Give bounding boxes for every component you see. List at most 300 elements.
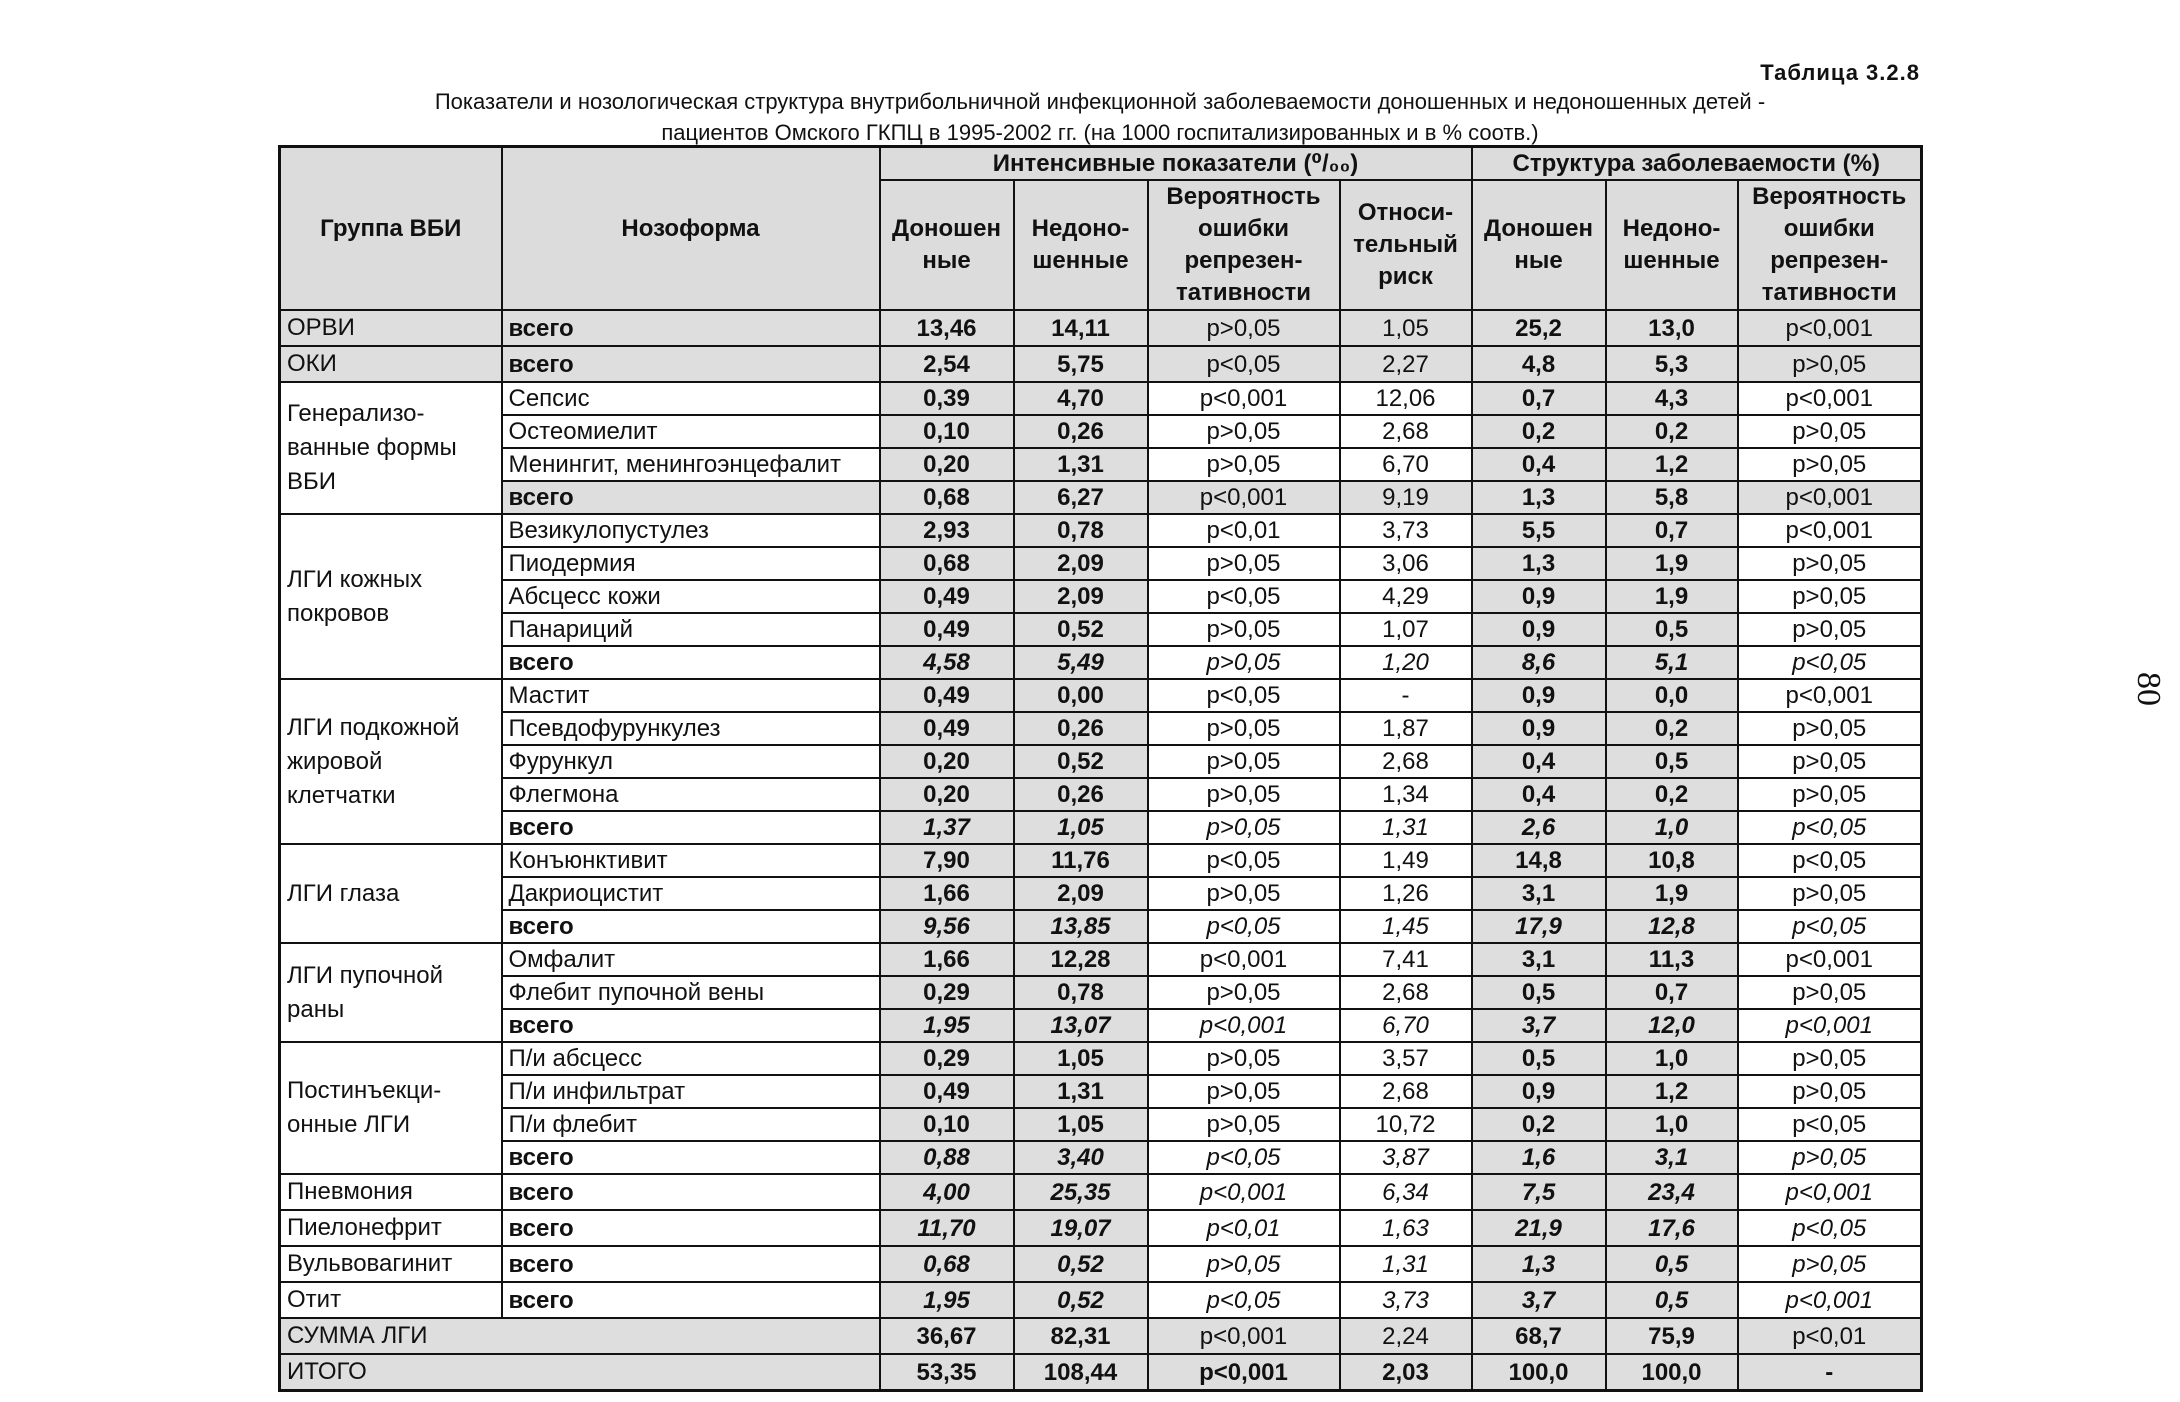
value-cell: 1,0 [1606, 1108, 1738, 1141]
value-cell: 2,68 [1340, 415, 1472, 448]
value-cell: 13,85 [1014, 910, 1148, 943]
table-row [280, 1282, 1922, 1318]
value-cell: 1,05 [1340, 310, 1472, 346]
value-cell: p<0,05 [1738, 646, 1922, 679]
header-preterm: Недоно- шенные [1014, 180, 1148, 310]
value-cell: p>0,05 [1148, 712, 1340, 745]
value-cell: 5,8 [1606, 481, 1738, 514]
value-cell: 0,9 [1472, 1075, 1606, 1108]
nosoform-cell: Мастит [502, 679, 880, 712]
value-cell: 53,35 [880, 1354, 1014, 1391]
value-cell: 5,75 [1014, 346, 1148, 382]
value-cell: 36,67 [880, 1318, 1014, 1354]
value-cell: p>0,05 [1738, 976, 1922, 1009]
table-row [280, 547, 1922, 580]
nosoform-cell: Сепсис [502, 382, 880, 415]
value-cell: p>0,05 [1148, 877, 1340, 910]
value-cell: 11,3 [1606, 943, 1738, 976]
value-cell: 3,40 [1014, 1141, 1148, 1174]
nosoform-cell: П/и инфильтрат [502, 1075, 880, 1108]
header-probability: Вероятность ошибки репрезен- тативности [1148, 180, 1340, 310]
nosoform-cell: всего [502, 1246, 880, 1282]
value-cell: 108,44 [1014, 1354, 1148, 1391]
value-cell: 4,70 [1014, 382, 1148, 415]
value-cell: p<0,05 [1738, 1210, 1922, 1246]
value-cell: 0,29 [880, 1042, 1014, 1075]
value-cell: p<0,05 [1148, 910, 1340, 943]
table-row [280, 1075, 1922, 1108]
value-cell: p<0,001 [1148, 943, 1340, 976]
nosoform-cell: всего [502, 346, 880, 382]
value-cell: 3,1 [1472, 943, 1606, 976]
table-row [280, 976, 1922, 1009]
nosoform-cell: Дакриоцистит [502, 877, 880, 910]
value-cell: p>0,05 [1738, 1075, 1922, 1108]
value-cell: p>0,05 [1148, 1108, 1340, 1141]
caption-line-1: Показатели и нозологическая структура внутрибольничной инфекционной заболеваемости доношенных и недоношенных детей - [434, 89, 1766, 114]
value-cell: 0,26 [1014, 415, 1148, 448]
value-cell: 0,78 [1014, 976, 1148, 1009]
value-cell: - [1738, 1354, 1922, 1391]
value-cell: 1,63 [1340, 1210, 1472, 1246]
value-cell: 1,34 [1340, 778, 1472, 811]
nosoform-cell: всего [502, 910, 880, 943]
value-cell: 3,73 [1340, 1282, 1472, 1318]
value-cell: 13,07 [1014, 1009, 1148, 1042]
value-cell: p>0,05 [1148, 1042, 1340, 1075]
table-row [280, 646, 1922, 679]
value-cell: p<0,001 [1738, 1009, 1922, 1042]
value-cell: 0,49 [880, 712, 1014, 745]
value-cell: 2,93 [880, 514, 1014, 547]
value-cell: 0,9 [1472, 679, 1606, 712]
value-cell: 3,06 [1340, 547, 1472, 580]
value-cell: p>0,05 [1148, 811, 1340, 844]
value-cell: p<0,001 [1148, 382, 1340, 415]
value-cell: p<0,01 [1738, 1318, 1922, 1354]
nosoform-cell: всего [502, 1141, 880, 1174]
value-cell: 1,66 [880, 877, 1014, 910]
value-cell: p>0,05 [1738, 1141, 1922, 1174]
value-cell: 1,26 [1340, 877, 1472, 910]
value-cell: 19,07 [1014, 1210, 1148, 1246]
value-cell: 1,49 [1340, 844, 1472, 877]
value-cell: 0,39 [880, 382, 1014, 415]
nosoform-cell: всего [502, 646, 880, 679]
value-cell: p>0,05 [1738, 712, 1922, 745]
value-cell: 0,88 [880, 1141, 1014, 1174]
header-probability-structure: Вероятность ошибки репрезен- тативности [1738, 180, 1922, 310]
value-cell: 1,3 [1472, 1246, 1606, 1282]
value-cell: 1,05 [1014, 1042, 1148, 1075]
table-row [280, 580, 1922, 613]
value-cell: 7,90 [880, 844, 1014, 877]
value-cell: 0,4 [1472, 778, 1606, 811]
header-structure: Структура заболеваемости (%) [1472, 147, 1922, 181]
value-cell: p>0,05 [1738, 448, 1922, 481]
value-cell: 9,56 [880, 910, 1014, 943]
nosoform-cell: всего [502, 1282, 880, 1318]
value-cell: 0,52 [1014, 745, 1148, 778]
value-cell: 11,76 [1014, 844, 1148, 877]
value-cell: p<0,01 [1148, 514, 1340, 547]
value-cell: 1,45 [1340, 910, 1472, 943]
value-cell: p>0,05 [1738, 547, 1922, 580]
value-cell: p<0,05 [1148, 580, 1340, 613]
value-cell: 1,05 [1014, 1108, 1148, 1141]
data-table [278, 145, 1923, 1392]
value-cell: 1,2 [1606, 1075, 1738, 1108]
value-cell: p<0,05 [1738, 910, 1922, 943]
value-cell: p<0,001 [1738, 1282, 1922, 1318]
value-cell: 0,26 [1014, 712, 1148, 745]
value-cell: 2,09 [1014, 877, 1148, 910]
header-term: Доношен ные [880, 180, 1014, 310]
table-row [280, 1108, 1922, 1141]
value-cell: p<0,05 [1148, 1282, 1340, 1318]
value-cell: 0,20 [880, 745, 1014, 778]
value-cell: p>0,05 [1148, 613, 1340, 646]
value-cell: 0,2 [1606, 778, 1738, 811]
header-group: Группа ВБИ [280, 147, 502, 311]
value-cell: 0,10 [880, 415, 1014, 448]
value-cell: 0,78 [1014, 514, 1148, 547]
value-cell: 2,68 [1340, 1075, 1472, 1108]
value-cell: 1,05 [1014, 811, 1148, 844]
value-cell: 1,66 [880, 943, 1014, 976]
value-cell: 0,2 [1472, 1108, 1606, 1141]
value-cell: 0,2 [1606, 712, 1738, 745]
value-cell: 1,0 [1606, 1042, 1738, 1075]
group-cell: ЛГИ пупочной раны [280, 943, 502, 1042]
value-cell: p>0,05 [1148, 778, 1340, 811]
value-cell: 10,72 [1340, 1108, 1472, 1141]
value-cell: p>0,05 [1738, 1246, 1922, 1282]
table-row [280, 1042, 1922, 1075]
value-cell: 14,11 [1014, 310, 1148, 346]
table-row [280, 514, 1922, 547]
value-cell: 7,41 [1340, 943, 1472, 976]
value-cell: 17,6 [1606, 1210, 1738, 1246]
table-row [280, 745, 1922, 778]
nosoform-cell: П/и флебит [502, 1108, 880, 1141]
value-cell: 1,31 [1340, 811, 1472, 844]
value-cell: p>0,05 [1738, 778, 1922, 811]
value-cell: 25,2 [1472, 310, 1606, 346]
table-row [280, 844, 1922, 877]
value-cell: p>0,05 [1148, 415, 1340, 448]
value-cell: p<0,05 [1148, 1141, 1340, 1174]
value-cell: 3,7 [1472, 1009, 1606, 1042]
table-row [280, 1354, 1922, 1391]
table-row [280, 1318, 1922, 1354]
table-row [280, 712, 1922, 745]
value-cell: 0,20 [880, 778, 1014, 811]
value-cell: 3,73 [1340, 514, 1472, 547]
value-cell: 0,4 [1472, 745, 1606, 778]
value-cell: 4,3 [1606, 382, 1738, 415]
value-cell: 5,49 [1014, 646, 1148, 679]
value-cell: 4,29 [1340, 580, 1472, 613]
value-cell: 25,35 [1014, 1174, 1148, 1210]
value-cell: 6,70 [1340, 1009, 1472, 1042]
nosoform-cell: всего [502, 1210, 880, 1246]
table-row [280, 811, 1922, 844]
value-cell: p>0,05 [1738, 613, 1922, 646]
table-row [280, 1246, 1922, 1282]
value-cell: p<0,001 [1738, 310, 1922, 346]
value-cell: 0,20 [880, 448, 1014, 481]
value-cell: 12,8 [1606, 910, 1738, 943]
value-cell: 1,20 [1340, 646, 1472, 679]
table-row [280, 1141, 1922, 1174]
value-cell: 4,58 [880, 646, 1014, 679]
value-cell: 0,52 [1014, 1282, 1148, 1318]
value-cell: p>0,05 [1148, 310, 1340, 346]
value-cell: p<0,001 [1148, 481, 1340, 514]
header-preterm-structure: Недоно- шенные [1606, 180, 1738, 310]
value-cell: 82,31 [1014, 1318, 1148, 1354]
value-cell: p<0,05 [1738, 811, 1922, 844]
table-row [280, 679, 1922, 712]
value-cell: 6,34 [1340, 1174, 1472, 1210]
value-cell: 8,6 [1472, 646, 1606, 679]
value-cell: p<0,001 [1738, 481, 1922, 514]
value-cell: 0,49 [880, 679, 1014, 712]
value-cell: p>0,05 [1738, 877, 1922, 910]
value-cell: 0,52 [1014, 613, 1148, 646]
nosoform-cell: Омфалит [502, 943, 880, 976]
value-cell: p<0,05 [1738, 1108, 1922, 1141]
nosoform-cell: Флегмона [502, 778, 880, 811]
value-cell: 100,0 [1606, 1354, 1738, 1391]
value-cell: p<0,001 [1148, 1318, 1340, 1354]
value-cell: 1,07 [1340, 613, 1472, 646]
table-row [280, 481, 1922, 514]
value-cell: 0,5 [1606, 1246, 1738, 1282]
group-cell: Пиелонефрит [280, 1210, 502, 1246]
value-cell: 1,3 [1472, 547, 1606, 580]
nosoform-cell: Панариций [502, 613, 880, 646]
value-cell: 1,3 [1472, 481, 1606, 514]
value-cell: 0,49 [880, 1075, 1014, 1108]
nosoform-cell: всего [502, 310, 880, 346]
value-cell: 3,7 [1472, 1282, 1606, 1318]
group-cell: Пневмония [280, 1174, 502, 1210]
value-cell: p<0,001 [1148, 1354, 1340, 1391]
header-term-structure: Доношен ные [1472, 180, 1606, 310]
value-cell: p<0,001 [1738, 1174, 1922, 1210]
value-cell: p>0,05 [1148, 745, 1340, 778]
value-cell: 1,9 [1606, 877, 1738, 910]
table-row [280, 415, 1922, 448]
value-cell: 10,8 [1606, 844, 1738, 877]
group-cell: ОКИ [280, 346, 502, 382]
value-cell: p<0,001 [1738, 679, 1922, 712]
table-row [280, 613, 1922, 646]
group-cell: СУММА ЛГИ [280, 1318, 880, 1354]
value-cell: p>0,05 [1148, 547, 1340, 580]
group-cell: ЛГИ кожных покровов [280, 514, 502, 679]
table-row [280, 448, 1922, 481]
value-cell: 0,7 [1472, 382, 1606, 415]
value-cell: p<0,001 [1148, 1009, 1340, 1042]
value-cell: 13,46 [880, 310, 1014, 346]
value-cell: 0,9 [1472, 613, 1606, 646]
value-cell: 4,8 [1472, 346, 1606, 382]
value-cell: 0,9 [1472, 712, 1606, 745]
value-cell: 2,68 [1340, 976, 1472, 1009]
table-row [280, 310, 1922, 346]
value-cell: p>0,05 [1148, 646, 1340, 679]
value-cell: 0,52 [1014, 1246, 1148, 1282]
value-cell: 3,57 [1340, 1042, 1472, 1075]
value-cell: 0,00 [1014, 679, 1148, 712]
value-cell: p<0,05 [1148, 844, 1340, 877]
nosoform-cell: Абсцесс кожи [502, 580, 880, 613]
value-cell: 75,9 [1606, 1318, 1738, 1354]
nosoform-cell: Остеомиелит [502, 415, 880, 448]
value-cell: 14,8 [1472, 844, 1606, 877]
table-row [280, 346, 1922, 382]
nosoform-cell: Фурункул [502, 745, 880, 778]
nosoform-cell: Везикулопустулез [502, 514, 880, 547]
table-row [280, 1174, 1922, 1210]
nosoform-cell: всего [502, 481, 880, 514]
value-cell: p<0,05 [1148, 679, 1340, 712]
value-cell: 21,9 [1472, 1210, 1606, 1246]
value-cell: 7,5 [1472, 1174, 1606, 1210]
value-cell: 100,0 [1472, 1354, 1606, 1391]
value-cell: 1,95 [880, 1009, 1014, 1042]
value-cell: 0,7 [1606, 976, 1738, 1009]
nosoform-cell: Псевдофурункулез [502, 712, 880, 745]
value-cell: p>0,05 [1738, 415, 1922, 448]
value-cell: 0,5 [1472, 976, 1606, 1009]
value-cell: 4,00 [880, 1174, 1014, 1210]
value-cell: 0,2 [1472, 415, 1606, 448]
value-cell: p<0,001 [1738, 943, 1922, 976]
value-cell: p>0,05 [1738, 745, 1922, 778]
value-cell: 5,1 [1606, 646, 1738, 679]
nosoform-cell: всего [502, 1174, 880, 1210]
value-cell: p>0,05 [1148, 1246, 1340, 1282]
table-row [280, 382, 1922, 415]
value-cell: 0,4 [1472, 448, 1606, 481]
header-form: Нозоформа [502, 147, 880, 311]
value-cell: 6,70 [1340, 448, 1472, 481]
value-cell: 1,0 [1606, 811, 1738, 844]
nosoform-cell: Менингит, менингоэнцефалит [502, 448, 880, 481]
group-cell: Генерализо- ванные формы ВБИ [280, 382, 502, 514]
value-cell: p>0,05 [1148, 1075, 1340, 1108]
value-cell: 3,87 [1340, 1141, 1472, 1174]
value-cell: 0,5 [1606, 1282, 1738, 1318]
table-row [280, 877, 1922, 910]
value-cell: 0,7 [1606, 514, 1738, 547]
group-cell: Отит [280, 1282, 502, 1318]
value-cell: 12,28 [1014, 943, 1148, 976]
value-cell: 3,1 [1472, 877, 1606, 910]
value-cell: p<0,05 [1148, 346, 1340, 382]
group-cell: Постинъекци- онные ЛГИ [280, 1042, 502, 1174]
value-cell: p>0,05 [1148, 976, 1340, 1009]
value-cell: 0,29 [880, 976, 1014, 1009]
group-cell: ЛГИ подкожной жировой клетчатки [280, 679, 502, 844]
table-row [280, 1210, 1922, 1246]
value-cell: 1,87 [1340, 712, 1472, 745]
value-cell: 0,2 [1606, 415, 1738, 448]
value-cell: 0,68 [880, 481, 1014, 514]
caption-line-2: пациентов Омского ГКПЦ в 1995-2002 гг. (на 1000 госпитализированных и в % соотв.) [661, 120, 1539, 145]
value-cell: 1,6 [1472, 1141, 1606, 1174]
value-cell: 1,9 [1606, 580, 1738, 613]
page-number: 80 [2130, 672, 2167, 706]
value-cell: 1,9 [1606, 547, 1738, 580]
value-cell: 6,27 [1014, 481, 1148, 514]
value-cell: p<0,001 [1738, 514, 1922, 547]
value-cell: 9,19 [1340, 481, 1472, 514]
value-cell: 5,5 [1472, 514, 1606, 547]
value-cell: 0,9 [1472, 580, 1606, 613]
value-cell: p<0,001 [1148, 1174, 1340, 1210]
value-cell: p>0,05 [1738, 1042, 1922, 1075]
value-cell: 0,26 [1014, 778, 1148, 811]
value-cell: 11,70 [880, 1210, 1014, 1246]
nosoform-cell: Флебит пупочной вены [502, 976, 880, 1009]
value-cell: 1,31 [1014, 448, 1148, 481]
value-cell: 3,1 [1606, 1141, 1738, 1174]
value-cell: 5,3 [1606, 346, 1738, 382]
group-cell: Вульвовагинит [280, 1246, 502, 1282]
value-cell: 0,5 [1472, 1042, 1606, 1075]
value-cell: 12,06 [1340, 382, 1472, 415]
nosoform-cell: П/и абсцесс [502, 1042, 880, 1075]
group-cell: ИТОГО [280, 1354, 880, 1391]
value-cell: p<0,05 [1738, 844, 1922, 877]
value-cell: 68,7 [1472, 1318, 1606, 1354]
nosoform-cell: Конъюнктивит [502, 844, 880, 877]
value-cell: 1,37 [880, 811, 1014, 844]
nosoform-cell: всего [502, 811, 880, 844]
value-cell: 17,9 [1472, 910, 1606, 943]
value-cell: p<0,01 [1148, 1210, 1340, 1246]
table-row [280, 910, 1922, 943]
value-cell: p>0,05 [1148, 448, 1340, 481]
table-row [280, 943, 1922, 976]
value-cell: 1,2 [1606, 448, 1738, 481]
value-cell: p<0,001 [1738, 382, 1922, 415]
header-relative-risk: Относи- тельный риск [1340, 180, 1472, 310]
value-cell: 23,4 [1606, 1174, 1738, 1210]
value-cell: 2,24 [1340, 1318, 1472, 1354]
value-cell: 1,31 [1340, 1246, 1472, 1282]
value-cell: 1,31 [1014, 1075, 1148, 1108]
table-label: Таблица 3.2.8 [1760, 60, 1920, 85]
value-cell: 0,0 [1606, 679, 1738, 712]
value-cell: 13,0 [1606, 310, 1738, 346]
value-cell: p>0,05 [1738, 346, 1922, 382]
value-cell: 1,95 [880, 1282, 1014, 1318]
value-cell: 2,54 [880, 346, 1014, 382]
value-cell: 2,09 [1014, 547, 1148, 580]
table-row [280, 1009, 1922, 1042]
header-intensive: Интенсивные показатели (⁰/₀₀) [880, 147, 1472, 181]
value-cell: p>0,05 [1738, 580, 1922, 613]
value-cell: 0,68 [880, 1246, 1014, 1282]
value-cell: 2,09 [1014, 580, 1148, 613]
value-cell: 0,5 [1606, 745, 1738, 778]
